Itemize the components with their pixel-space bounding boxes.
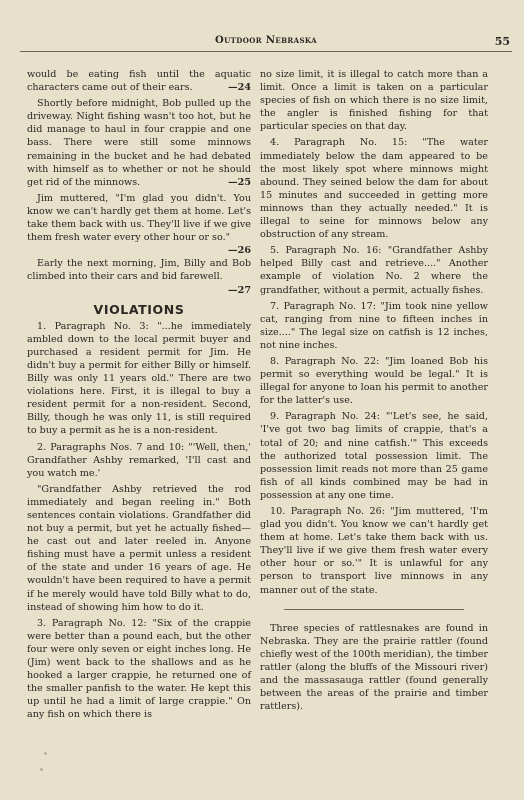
paragraph-number: —26	[228, 245, 251, 257]
violation-item: no size limit, it is illegal to catch more than a limit. Once a limit is taken on a particular species of fish on which there is no size limit, the angler is finished fishing for that particular species on that day.	[260, 69, 488, 133]
paragraph-number: —25	[228, 176, 251, 188]
violation-item: 2. Paragraphs Nos. 7 and 10: "'Well, then,' Grandfather Ashby remarked, 'I'll cast and you watch me.'	[27, 441, 251, 479]
story-paragraph: would be eating fish until the aquatic characters came out of their ears. —24	[27, 69, 251, 94]
story-paragraph: Shortly before midnight, Bob pulled up the driveway. Night fishing wasn't too hot, but he did manage to haul in four crappie and one bass. There were still some minnows remaining in the bucket and he had debated with himself as to whether or not he should get rid of the minnows. —25	[27, 98, 251, 188]
divider	[284, 609, 464, 610]
print-speck	[44, 752, 47, 755]
violation-item: 3. Paragraph No. 12: "Six of the crappie were better than a pound each, but the other four were only seven or eight inches long. He (Jim) went back to the shallows and as he hooked a larger crappie, he returned one of the smaller panfish to the water. He kept this up until he had a limit of large crappie." On any fish on which there is	[27, 617, 251, 721]
page-number: 55	[494, 35, 510, 48]
violation-item: 7. Paragraph No. 17: "Jim took nine yellow cat, ranging from nine to fifteen inches in size...." The legal size on catfish is 12 inches, not nine inches.	[260, 300, 488, 351]
running-header	[20, 35, 512, 52]
violation-item: "Grandfather Ashby retrieved the rod immediately and began reeling in." Both sentences contain violations. Grandfather did not buy a permit, but yet he actually fished—he cast out and later reeled in. Anyone fishing must have a permit unless a resident of the state and under 16 years of age. He wouldn't have been required to have a permit if he merely would have told Billy what to do, instead of showing him how to do it.	[27, 483, 251, 613]
section-heading: VIOLATIONS	[93, 301, 185, 317]
left-column	[27, 68, 251, 725]
paragraph-number: —27	[228, 284, 251, 296]
violation-item: 8. Paragraph No. 22: "Jim loaned Bob his permit so everything would be legal." It is illegal for anyone to loan his permit to another for the latter's use.	[260, 355, 488, 407]
paragraph-number: —24	[228, 82, 251, 94]
violation-item: 1. Paragraph No. 3: "...he immediately ambled down to the local permit buyer and purchased a resident permit for Jim. He didn't buy a permit for either Billy or himself. Billy was only 11 years old." There are two violations here. First, it is illegal to buy a resident permit for a non-resident. Second, Billy, though he was only 11, is still required to buy a permit as he is a non-resident.	[27, 320, 251, 437]
filler-note: Three species of rattlesnakes are found in Nebraska. They are the prairie rattler (found chiefly west of the 100th meridian), the timber rattler (along the bluffs of the Missouri river) and the massasauga rattler (found generally between the areas of the prairie and timber rattlers).	[260, 622, 488, 713]
story-paragraph: Jim muttered, "I'm glad you didn't. You know we can't hardly get them at home. Let's take them back with us. They'll live if we give them fresh water every other hour or so." —26	[27, 192, 251, 257]
violation-item: 9. Paragraph No. 24: "'Let's see, he said, 'I've got two bag limits of crappie, that's a total of 20; and nine catfish.'" This exceeds the authorized total possession limit. The possession limit reads not more than 25 game fish of all kinds combined may be had in possession at any one time.	[260, 411, 488, 501]
print-speck	[40, 768, 43, 771]
story-paragraph: Early the next morning, Jim, Billy and Bob climbed into their cars and bid farewell. —27	[27, 258, 251, 296]
violation-item: 4. Paragraph No. 15: "The water immediately below the dam appeared to be the most likely spot where minnows might abound. They seined below the dam for about 15 minutes and succeeded in getting more minnows than they actually needed." It is illegal to seine for minnows below any obstruction of any stream.	[260, 137, 488, 241]
violation-item: 10. Paragraph No. 26: "Jim muttered, 'I'm glad you didn't. You know we can't hardly get them at home. Let's take them back with us. They'll live if we give them fresh water every other hour or so.'" It is unlawful for any person to transport live minnows in any manner out of the state.	[260, 506, 488, 596]
violation-item: 5. Paragraph No. 16: "Grandfather Ashby helped Billy cast and retrieve...." Another example of violation No. 2 where the grandfather, without a permit, actually fishes.	[260, 245, 488, 296]
publication-title: Outdoor Nebraska	[215, 35, 317, 46]
right-column	[260, 68, 488, 716]
